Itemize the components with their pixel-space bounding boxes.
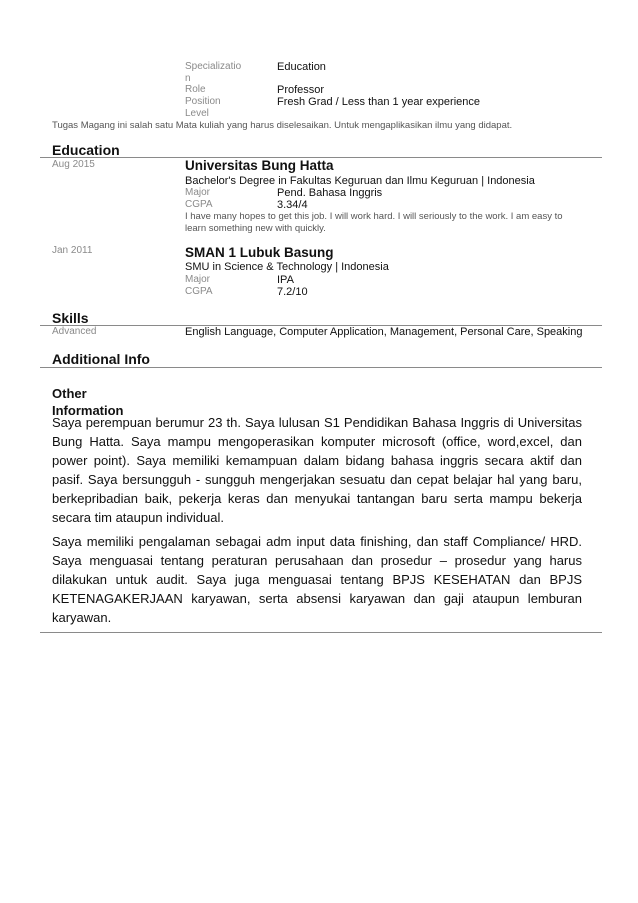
specialization-label-line1: Specializatio	[185, 61, 242, 72]
education-title: Education	[52, 142, 120, 158]
major-value: Pend. Bahasa Inggris	[277, 187, 383, 199]
education-school: Universitas Bung Hatta	[185, 158, 334, 173]
specialization-label	[185, 61, 241, 85]
subtitle-line2: Information	[52, 403, 124, 418]
education-note-line1: I have many hopes to get this job. I will work hard. I will seriously to the work. I am easy to	[185, 211, 563, 222]
position-label-line2: Level	[185, 108, 209, 119]
specialization-value: Education	[277, 61, 326, 73]
major-label: Major	[185, 274, 211, 285]
education-date: Jan 2011	[52, 245, 93, 256]
major-value: IPA	[277, 274, 294, 286]
education-degree: SMU in Science & Technology | Indonesia	[185, 261, 389, 273]
skills-level: Advanced	[52, 326, 97, 337]
position-label-line1: Position	[185, 96, 221, 107]
education-date: Aug 2015	[52, 159, 95, 170]
cgpa-label: CGPA	[185, 286, 213, 297]
major-label: Major	[185, 187, 211, 198]
skills-list: English Language, Computer Application, Management, Personal Care, Speaking	[185, 326, 583, 338]
education-school: SMAN 1 Lubuk Basung	[185, 245, 334, 260]
cgpa-label: CGPA	[185, 199, 213, 210]
cgpa-value: 7.2/10	[277, 286, 308, 298]
role-label: Role	[185, 84, 206, 95]
education-degree: Bachelor's Degree in Fakultas Keguruan dan Ilmu Keguruan | Indonesia	[185, 175, 535, 187]
education-note	[185, 211, 585, 235]
education-note-line2: learn something new with quickly.	[185, 223, 326, 234]
bottom-divider	[40, 632, 602, 633]
subtitle-line1: Other	[52, 386, 87, 401]
position-level-label	[185, 96, 221, 120]
position-level-value: Fresh Grad / Less than 1 year experience	[277, 96, 480, 108]
specialization-label-line2: n	[185, 73, 191, 84]
additional-info-paragraph-2: Saya memiliki pengalaman sebagai adm input data finishing, dan staff Compliance/ HRD. Saya menguasai tentang peraturan perusahaan dan prosedur – prosedur yang harus dilakukan untuk audit. Saya juga menguasai tentang BPJS KESEHATAN dan BPJS KETENAGAKERJAAN karyawan, serta absensi karyawan dan gaji ataupun lemburan karyawan.	[52, 534, 582, 625]
experience-note: Tugas Magang ini salah satu Mata kuliah yang harus diselesaikan. Untuk mengaplikasikan ilmu yang didapat.	[52, 120, 513, 131]
skills-title: Skills	[52, 310, 89, 326]
additional-info-title: Additional Info	[52, 351, 150, 367]
cgpa-value: 3.34/4	[277, 199, 308, 211]
additional-info-paragraph-1: Saya perempuan berumur 23 th. Saya lulusan S1 Pendidikan Bahasa Inggris di Universitas Bung Hatta. Saya mampu mengoperasikan komputer microsoft (office, word,excel, dan power point). Saya memiliki kemampuan dalam bidang bahasa inggris secara aktif dan pasif. Saya bersungguh - sungguh mengerjakan sesuatu dan cepat belajar hal yang baru, berkepribadian baik, pekerja keras dan menyukai tantangan baru serta mampu bekerja secara tim ataupun individual.	[52, 415, 582, 525]
additional-info-divider	[40, 367, 602, 368]
role-value: Professor	[277, 84, 325, 96]
